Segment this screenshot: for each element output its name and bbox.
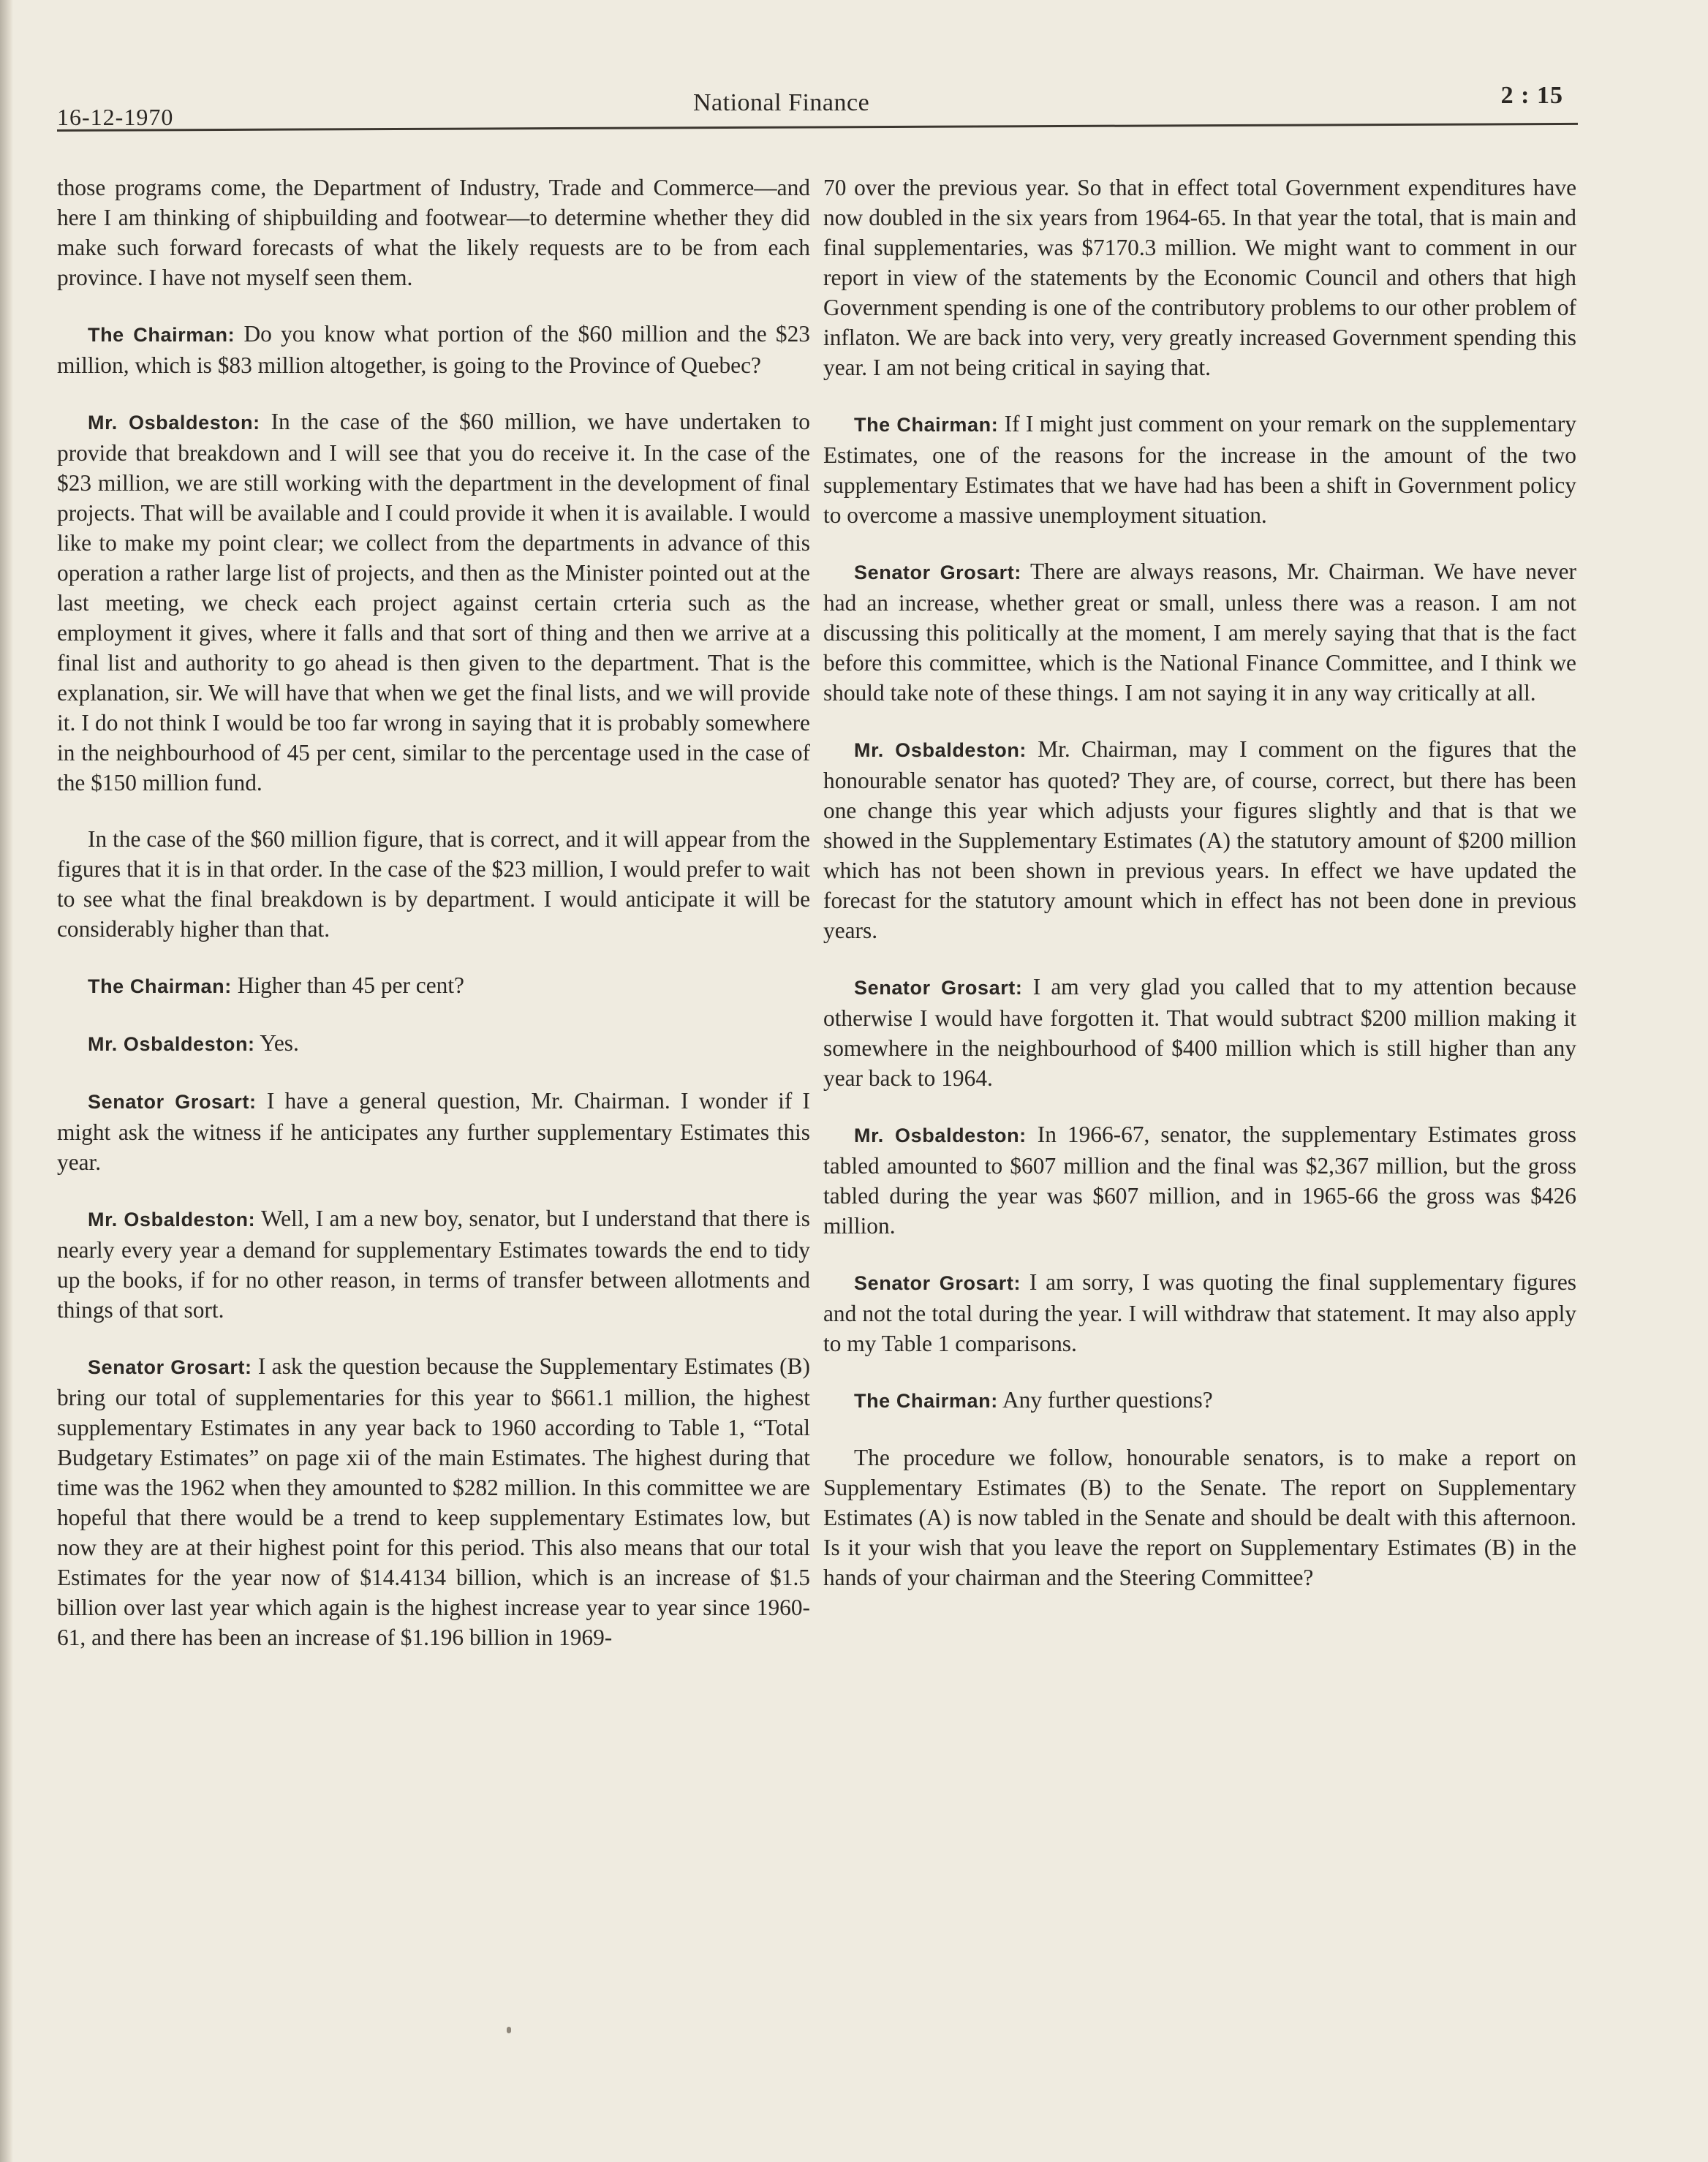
binding-edge — [0, 0, 13, 2162]
transcript-paragraph — [823, 1385, 1576, 1416]
paragraph-text: I am very glad you called that to my attention because otherwise I would have forgotten it. That would subtract $200 million making it somewhere in the neighbourhood of $400 million which is still higher than any year back to 1964. — [823, 974, 1576, 1091]
transcript-paragraph — [57, 824, 810, 944]
header-page-number: 2 : 15 — [1500, 82, 1563, 109]
transcript-paragraph — [57, 1351, 810, 1652]
paragraph-text: Any further questions? — [1002, 1387, 1213, 1413]
paragraph-text: I have a general question, Mr. Chairman. I wonder if I might ask the witness if he anticipates any further supplementary Estimates this year. — [57, 1088, 810, 1175]
paragraph-text: Higher than 45 per cent? — [237, 972, 464, 998]
transcript-paragraph — [57, 319, 810, 380]
paragraph-text: I ask the question because the Supplementary Estimates (B) bring our total of supplementaries for this year to $661.1 million, the highest supplementary Estimates in any year back to 1960 according to Table 1, “Total Budgetary Estimates” on page xii of the main Estimates. The highest during that time was the 1962 when they amounted to $282 million. In this committee we are hopeful that there would be a trend to keep supplementary Estimates low, but now they are at their highest point for this period. This also means that our total Estimates for the year now of $14.4134 billion, which is an increase of $1.5 billion over last year which again is the highest increase year to year since 1960-61, and there has been an increase of $1.196 billion in 1969- — [57, 1353, 810, 1650]
left-column — [57, 173, 810, 1679]
speaker-label: The Chairman: — [854, 414, 999, 436]
speaker-label: Mr. Osbaldeston: — [88, 412, 260, 434]
transcript-paragraph — [823, 1267, 1576, 1358]
paragraph-text: In the case of the $60 million figure, that is correct, and it will appear from the figures that it is in that order. In the case of the $23 million, I would prefer to wait to see what the final breakdown is by department. I would anticipate it will be considerably higher than that. — [57, 826, 810, 942]
speaker-label: Mr. Osbaldeston: — [88, 1209, 256, 1231]
paragraph-text: Well, I am a new boy, senator, but I understand that there is nearly every year a demand for supplementary Estimates towards the end to tidy up the books, if for no other reason, in terms of transfer between allotments and things of that sort. — [57, 1206, 811, 1323]
page-speck — [507, 2027, 511, 2033]
paragraph-text: If I might just comment on your remark on the supplementary Estimates, one of the reasons for the increase in the amount of the two supplementary Estimates that we have had has been a shift in Government policy to overcome a massive unemployment situation. — [823, 411, 1577, 528]
transcript-paragraph — [57, 1086, 810, 1177]
speaker-label: Senator Grosart: — [854, 562, 1021, 583]
header-date: 16-12-1970 — [57, 104, 174, 130]
paragraph-text: those programs come, the Department of Industry, Trade and Commerce—and here I am thinking of shipbuilding and footwear—to determine whether they did make such forward forecasts of what the likely requests are to be from each province. I have not myself seen them. — [57, 175, 810, 290]
transcript-paragraph — [57, 407, 810, 798]
paragraph-text: Do you know what portion of the $60 million and the $23 million, which is $83 million altogether, is going to the Province of Quebec? — [57, 321, 811, 378]
speaker-label: Senator Grosart: — [854, 977, 1023, 999]
transcript-paragraph — [823, 556, 1576, 708]
transcript-paragraph — [823, 1119, 1576, 1241]
paragraph-text: Mr. Chairman, may I comment on the figures that the honourable senator has quoted? They are, of course, correct, but there has been one change this year which adjusts your figures slightly and that is that we showed in the Supplementary Estimates (A) the statutory amount of $200 million which has not been shown in previous years. In effect we have updated the forecast for the statutory amount which in effect has not been done in previous years. — [823, 736, 1576, 943]
transcript-paragraph — [57, 970, 810, 1002]
paragraph-text: There are always reasons, Mr. Chairman. We have never had an increase, whether great or small, unless there was a reason. I am not discussing this politically at the moment, I am merely saying that that is the fact before this committee, which is the National Finance Committee, and I think we should take note of these things. I am not saying it in any way critically at all. — [823, 559, 1576, 706]
transcript-paragraph — [57, 1203, 810, 1325]
transcript-paragraph — [823, 173, 1576, 382]
speaker-label: Mr. Osbaldeston: — [854, 739, 1027, 761]
transcript-paragraph — [823, 1443, 1576, 1592]
paragraph-text: 70 over the previous year. So that in effect total Government expenditures have now doubled in the six years from 1964-65. In that year the total, that is main and final supplementaries, was $7170.3 million. We might want to comment in our report in view of the statements by the Economic Council and others that high Government spending is one of the contributory problems to our other problem of inflaton. We are back into very, very greatly increased Government spending this year. I am not being critical in saying that. — [823, 175, 1576, 380]
speaker-label: The Chairman: — [854, 1390, 998, 1412]
paragraph-text: Yes. — [260, 1030, 299, 1056]
speaker-label: The Chairman: — [88, 975, 232, 997]
header-title: National Finance — [693, 89, 870, 116]
transcript-paragraph — [823, 734, 1576, 945]
speaker-label: Mr. Osbaldeston: — [88, 1033, 255, 1055]
transcript-paragraph — [57, 173, 810, 292]
right-column — [823, 173, 1576, 1619]
paragraph-text: In 1966-67, senator, the supplementary Estimates gross tabled amounted to $607 million and the final was $2,367 million, but the gross tabled during the year was $607 million, and in 1965-66 the gross was $426 million. — [823, 1122, 1576, 1239]
speaker-label: Senator Grosart: — [88, 1356, 252, 1378]
transcript-paragraph — [823, 409, 1576, 530]
speaker-label: Senator Grosart: — [88, 1091, 257, 1113]
paragraph-text: In the case of the $60 million, we have undertaken to provide that breakdown and I will see that you do receive it. In the case of the $23 million, we are still working with the department in the development of final projects. That will be available and I could provide it when it is available. I would like to make my point clear; we collect from the departments in advance of this operation a rather large list of projects, and then as the Minister pointed out at the last meeting, we check each project against certain crteria such as the employment it gives, where it falls and that sort of thing and then we arrive at a final list and authority to go ahead is then given to the department. That is the explanation, sir. We will have that when we get the final lists, and we will provide it. I do not think I would be too far wrong in saying that it is probably somewhere in the neighbourhood of 45 per cent, similar to the percentage used in the case of the $150 million fund. — [57, 409, 810, 795]
speaker-label: Mr. Osbaldeston: — [854, 1125, 1027, 1146]
transcript-paragraph — [823, 972, 1576, 1093]
paragraph-text: The procedure we follow, honourable senators, is to make a report on Supplementary Estimates (B) to the Senate. The report on Supplementary Estimates (A) is now tabled in the Senate and should be dealt with this afternoon. Is it your wish that you leave the report on Supplementary Estimates (B) in the hands of your chairman and the Steering Committee? — [823, 1445, 1576, 1590]
speaker-label: The Chairman: — [88, 324, 235, 346]
speaker-label: Senator Grosart: — [854, 1272, 1021, 1294]
transcript-paragraph — [57, 1028, 810, 1059]
paragraph-text: I am sorry, I was quoting the final supplementary figures and not the total during the year. I will withdraw that statement. It may also apply to my Table 1 comparisons. — [823, 1269, 1576, 1356]
